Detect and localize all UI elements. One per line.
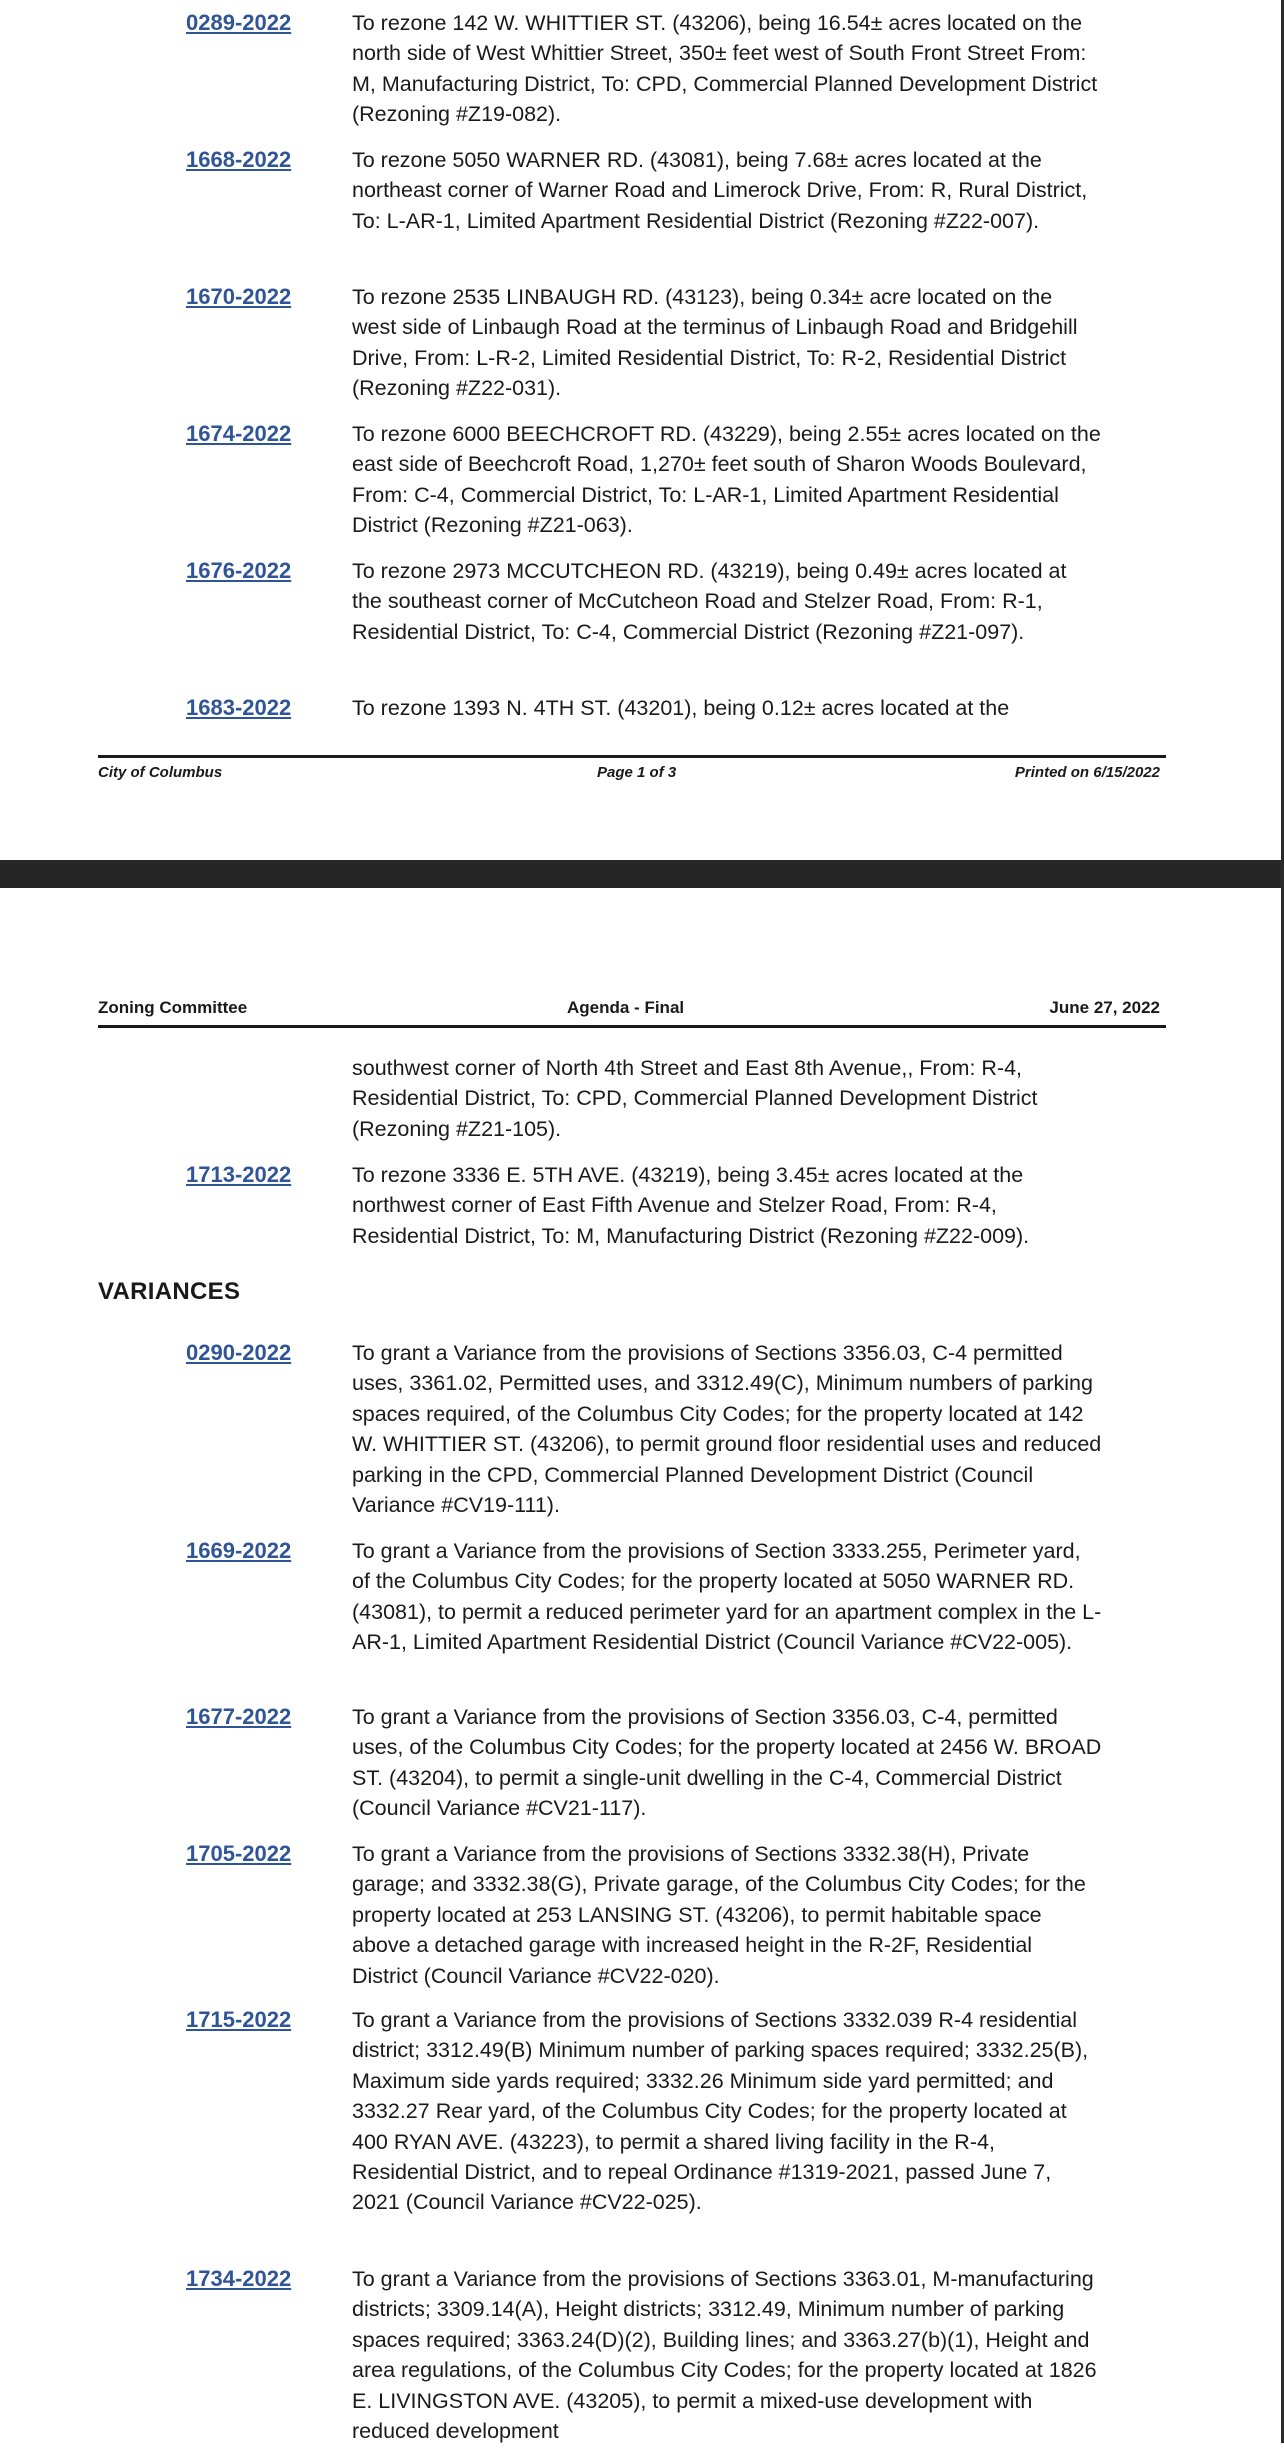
agenda-item-continued <box>0 1053 1281 1144</box>
item-link[interactable]: 1715-2022 <box>186 2007 292 2032</box>
item-description: To rezone 2973 MCCUTCHEON RD. (43219), being 0.49± acres located at the southeast corner of McCutcheon Road and Stelzer Road, From: R-1, Residential District, To: C-4, Commercial District (Rezoning #Z21-097). <box>352 559 1067 644</box>
item-description: To rezone 3336 E. 5TH AVE. (43219), being 3.45± acres located at the northwest corner of East Fifth Avenue and Stelzer Road, From: R-4, Residential District, To: M, Manufacturing District (Rezoning #Z22-009). <box>352 1163 1030 1248</box>
item-link[interactable]: 1668-2022 <box>186 147 292 172</box>
item-description: To grant a Variance from the provisions of Sections 3363.01, M-manufacturing districts; 3309.14(A), Height districts; 3312.49, Minimum number of parking spaces required; 3363.24(D)(2), Building lines; and 3363.27(b)(1), Height and area regulations, of the Columbus City Codes; for the property located at 1826 E. LIVINGSTON AVE. (43205), to permit a mixed-use development with reduced development <box>352 2267 1097 2444</box>
item-description: To rezone 5050 WARNER RD. (43081), being 7.68± acres located at the northeast corner of Warner Road and Limerock Drive, From: R, Rural District, To: L-AR-1, Limited Apartment Residential District (Rezoning #Z22-007). <box>352 148 1088 233</box>
agenda-item <box>0 2005 1281 2248</box>
agenda-page-1 <box>0 0 1281 860</box>
item-link[interactable]: 0290-2022 <box>186 1340 292 1365</box>
item-link[interactable]: 1676-2022 <box>186 558 292 583</box>
section-heading-variances: VARIANCES <box>98 1278 241 1305</box>
agenda-item <box>0 1839 1281 1989</box>
agenda-item <box>0 1536 1281 1686</box>
item-link[interactable]: 1677-2022 <box>186 1704 292 1729</box>
item-description: To grant a Variance from the provisions of Section 3356.03, C-4, permitted uses, of the Columbus City Codes; for the property located at 2456 W. BROAD ST. (43204), to permit a single-unit dwelling in the C-4, Commercial District (Council Variance #CV21-117). <box>352 1705 1102 1821</box>
item-description: To rezone 6000 BEECHCROFT RD. (43229), being 2.55± acres located on the east side of Beechcroft Road, 1,270± feet south of Sharon Woods Boulevard, From: C-4, Commercial District, To: L-AR-1, Limited Apartment Residential District (Rezoning #Z21-063). <box>352 422 1101 538</box>
item-link[interactable]: 1669-2022 <box>186 1538 292 1563</box>
item-link[interactable]: 1674-2022 <box>186 421 292 446</box>
item-description: To rezone 2535 LINBAUGH RD. (43123), being 0.34± acre located on the west side of Linbaugh Road at the terminus of Linbaugh Road and Bridgehill Drive, From: L-R-2, Limited Residential District, To: R-2, Residential District (Rezoning #Z22-031). <box>352 285 1078 401</box>
item-description: To grant a Variance from the provisions of Section 3333.255, Perimeter yard, of the Columbus City Codes; for the property located at 5050 WARNER RD. (43081), to permit a reduced perimeter yard for an apartment complex in the L-AR-1, Limited Apartment Residential District (Council Variance #CV22-005). <box>352 1539 1102 1655</box>
agenda-item <box>0 419 1281 540</box>
agenda-item <box>0 1338 1281 1520</box>
agenda-item <box>0 2264 1281 2446</box>
agenda-page-2 <box>0 888 1281 2443</box>
agenda-item <box>0 1160 1281 1251</box>
header-rule <box>98 1025 1166 1028</box>
continued-rezoning-list <box>0 1053 1281 1267</box>
agenda-item <box>0 693 1281 723</box>
variances-list <box>0 1338 1281 2462</box>
item-link[interactable]: 1734-2022 <box>186 2266 292 2291</box>
page-separator <box>0 860 1284 888</box>
header-committee: Zoning Committee <box>98 998 248 1017</box>
footer-page-number: Page 1 of 3 <box>597 764 677 781</box>
agenda-item <box>0 145 1281 266</box>
item-description: To grant a Variance from the provisions of Sections 3332.039 R-4 residential district; 3312.49(B) Minimum number of parking spaces required; 3332.25(B), Maximum side yards required; 3332.26 Minimum side yard permitted; and 3332.27 Rear yard, of the Columbus City Codes; for the property located at 400 RYAN AVE. (43223), to permit a shared living facility in the R-4, Residential District, and to repeal Ordinance #1319-2021, passed June 7, 2021 (Council Variance #CV22-025). <box>352 2008 1089 2215</box>
item-description: To rezone 1393 N. 4TH ST. (43201), being 0.12± acres located at the <box>352 696 1010 720</box>
agenda-item <box>0 8 1281 129</box>
item-link[interactable]: 0289-2022 <box>186 10 292 35</box>
agenda-item <box>0 282 1281 403</box>
item-link[interactable]: 1705-2022 <box>186 1841 292 1866</box>
agenda-item <box>0 556 1281 677</box>
item-link[interactable]: 1713-2022 <box>186 1162 292 1187</box>
agenda-item <box>0 1702 1281 1823</box>
header-document-type: Agenda - Final <box>567 998 685 1017</box>
item-description: To grant a Variance from the provisions of Sections 3332.38(H), Private garage; and 3332.38(G), Private garage, of the Columbus City Codes; for the property located at 253 LANSING ST. (43206), to permit habitable space above a detached garage with increased height in the R-2F, Residential District (Council Variance #CV22-020). <box>352 1842 1086 1988</box>
item-description: southwest corner of North 4th Street and East 8th Avenue,, From: R-4, Residential District, To: CPD, Commercial Planned Development District (Rezoning #Z21-105). <box>352 1056 1038 1141</box>
rezoning-list <box>0 8 1281 739</box>
header-meeting-date: June 27, 2022 <box>1049 998 1160 1017</box>
footer-org: City of Columbus <box>98 764 223 781</box>
item-description: To rezone 142 W. WHITTIER ST. (43206), being 16.54± acres located on the north side of West Whittier Street, 350± feet west of South Front Street From: M, Manufacturing District, To: CPD, Commercial Planned Development District (Rezoning #Z19-082). <box>352 11 1098 127</box>
item-link[interactable]: 1670-2022 <box>186 284 292 309</box>
item-description: To grant a Variance from the provisions of Sections 3356.03, C-4 permitted uses, 3361.02, Permitted uses, and 3312.49(C), Minimum numbers of parking spaces required, of the Columbus City Codes; for the property located at 142 W. WHITTIER ST. (43206), to permit ground floor residential uses and reduced parking in the CPD, Commercial Planned Development District (Council Variance #CV19-111). <box>352 1341 1102 1518</box>
footer-print-date: Printed on 6/15/2022 <box>1014 764 1160 781</box>
item-link[interactable]: 1683-2022 <box>186 695 292 720</box>
footer-rule <box>98 755 1166 758</box>
